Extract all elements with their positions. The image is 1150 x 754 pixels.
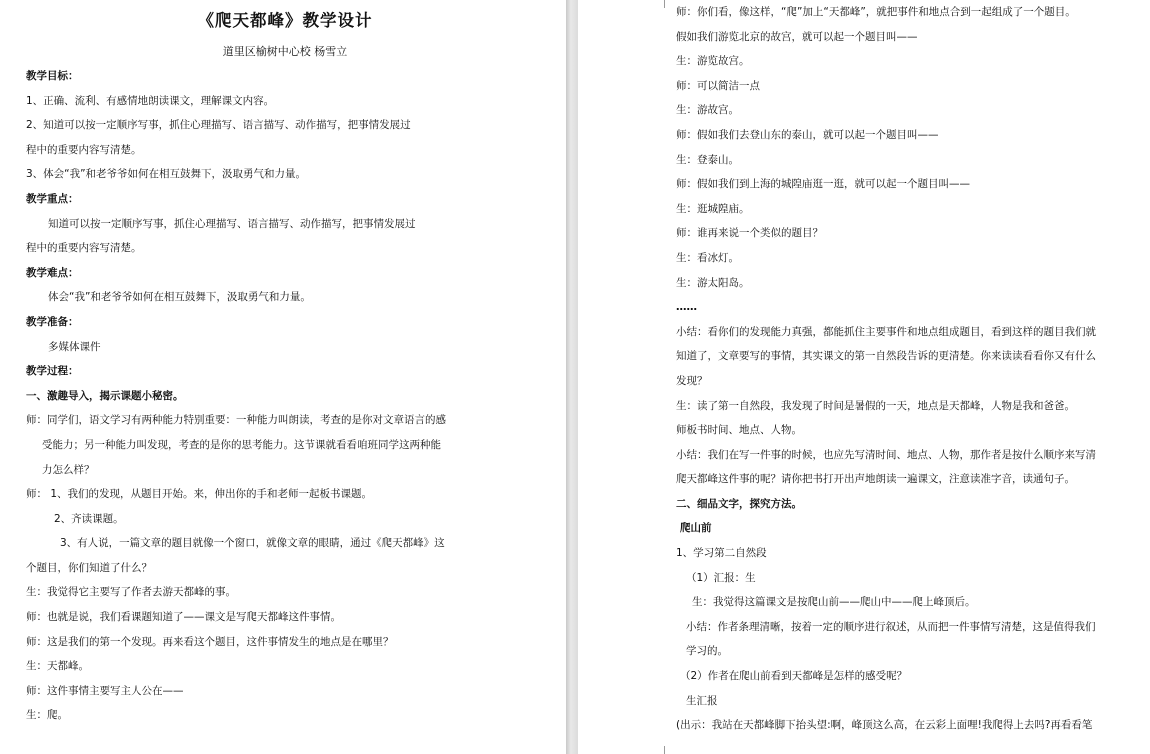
- text-line: 1、学习第二自然段: [676, 547, 767, 560]
- text-line: （1）汇报：生: [686, 571, 756, 584]
- text-line: 生：读了第一自然段，我发现了时间是暑假的一天，地点是天都峰，人物是我和爸爸。: [676, 399, 1075, 412]
- text-line: 小结：作者条理清晰，按着一定的顺序进行叙述，从而把一件事情写清楚，这是值得我们: [686, 620, 1096, 633]
- text-line: 生：逛城隍庙。: [676, 202, 750, 215]
- document-title: 《爬天都峰》教学设计: [197, 11, 373, 30]
- text-line: 生：我觉得它主要写了作者去游天都峰的事。: [26, 586, 236, 599]
- text-line: 师：这件事情主要写主人公在——: [26, 684, 184, 697]
- text-line: 小结：看你们的发现能力真强，都能抓住主要事件和地点组成题目，看到这样的题目我们就: [676, 325, 1096, 338]
- margin-corner-mark: [654, 0, 665, 8]
- heading-difficulties: 教学难点：: [26, 266, 79, 279]
- text-line: 学习的。: [686, 645, 728, 658]
- text-line: 发现？: [676, 374, 708, 387]
- text-line: 生：游故宫。: [676, 104, 739, 117]
- text-line: 个题目，你们知道了什么？: [26, 561, 152, 574]
- text-line: 生：看冰灯。: [676, 251, 739, 264]
- text-line: 程中的重要内容写清楚。: [26, 242, 142, 255]
- section-heading: 一、激趣导入，揭示课题小秘密。: [26, 389, 184, 402]
- text-line: 师：同学们，语文学习有两种能力特别重要：一种能力叫朗读，考查的是你对文章语言的感: [26, 414, 446, 427]
- text-line: 师：假如我们去登山东的泰山，就可以起一个题目叫——: [676, 128, 939, 141]
- margin-corner-mark: [654, 746, 665, 754]
- text-line: 多媒体课件: [48, 340, 101, 353]
- document-page-left: [0, 0, 566, 754]
- text-line: 师：假如我们到上海的城隍庙逛一逛，就可以起一个题目叫——: [676, 178, 970, 191]
- text-line: 知道可以按一定顺序写事，抓住心理描写、语言描写、动作描写，把事情发展过: [48, 217, 416, 230]
- page-right-content: [676, 0, 1126, 738]
- text-line: 生：登泰山。: [676, 153, 739, 166]
- page-left-content: [26, 0, 544, 728]
- subsection-heading: 爬山前: [680, 522, 712, 535]
- author-byline: 道里区榆树中心校 杨雪立: [222, 45, 348, 58]
- text-line: 力怎么样？: [42, 463, 95, 476]
- text-line: 假如我们游览北京的故宫，就可以起一个题目叫——: [676, 30, 918, 43]
- heading-goals: 教学目标：: [26, 70, 79, 82]
- text-line: （2）作者在爬山前看到天都峰是怎样的感受呢？: [680, 670, 908, 683]
- heading-process: 教学过程：: [26, 365, 79, 378]
- text-line: 师：谁再来说一个类似的题目？: [676, 227, 823, 240]
- text-line: 师：这是我们的第一个发现。再来看这个题目，这件事情发生的地点是在哪里？: [26, 635, 394, 648]
- heading-preparation: 教学准备：: [26, 315, 79, 328]
- text-line: 师： 1、我们的发现，从题目开始。来，伸出你的手和老师一起板书课题。: [26, 488, 373, 501]
- text-line: 3、体会“我”和老爷爷如何在相互鼓舞下，汲取勇气和力量。: [26, 168, 307, 181]
- text-line: 生：我觉得这篇课文是按爬山前——爬山中——爬上峰顶后。: [692, 596, 976, 609]
- text-line: (出示：我站在天都峰脚下抬头望:啊，峰顶这么高，在云彩上面哩!我爬得上去吗?再看看笔: [676, 719, 1093, 732]
- text-line: 1、正确、流利、有感情地朗读课文，理解课文内容。: [26, 94, 275, 107]
- text-line: 2、知道可以按一定顺序写事，抓住心理描写、语言描写、动作描写，把事情发展过: [26, 119, 411, 132]
- text-line: 生：游太阳岛。: [676, 276, 750, 289]
- text-line: 生：爬。: [26, 709, 68, 722]
- text-line: 师：可以简洁一点: [676, 79, 760, 92]
- text-line: 师：也就是说，我们看课题知道了——课文是写爬天都峰这件事情。: [26, 611, 341, 624]
- text-line: ……: [676, 301, 697, 314]
- heading-key-points: 教学重点：: [26, 192, 79, 205]
- document-page-right: [578, 0, 1150, 754]
- text-line: 生汇报: [686, 694, 718, 707]
- text-line: 师板书时间、地点、人物。: [676, 424, 802, 437]
- text-line: 小结：我们在写一件事的时候，也应先写清时间、地点、人物，那作者是按什么顺序来写清: [676, 448, 1096, 461]
- text-line: 生：天都峰。: [26, 660, 89, 673]
- text-line: 3、有人说，一篇文章的题目就像一个窗口，就像文章的眼睛，通过《爬天都峰》这: [60, 537, 445, 550]
- text-line: 爬天都峰这件事的呢？请你把书打开出声地朗读一遍课文，注意读准字音，读通句子。: [676, 473, 1075, 486]
- text-line: 师：你们看，像这样，“爬”加上“天都峰”，就把事件和地点合到一起组成了一个题目。: [676, 6, 1076, 18]
- text-line: 程中的重要内容写清楚。: [26, 143, 142, 156]
- text-line: 受能力；另一种能力叫发现，考查的是你的思考能力。这节课就看看咱班同学这两种能: [42, 438, 441, 451]
- text-line: 生：游览故宫。: [676, 55, 750, 68]
- section-heading: 二、细品文字，探究方法。: [676, 497, 802, 510]
- text-line: 体会“我”和老爷爷如何在相互鼓舞下，汲取勇气和力量。: [48, 291, 311, 304]
- text-line: 知道了，文章要写的事情，其实课文的第一自然段告诉的更清楚。你来读读看看你又有什么: [676, 350, 1096, 363]
- text-line: 2、齐读课题。: [54, 512, 124, 525]
- page-gutter: [566, 0, 578, 754]
